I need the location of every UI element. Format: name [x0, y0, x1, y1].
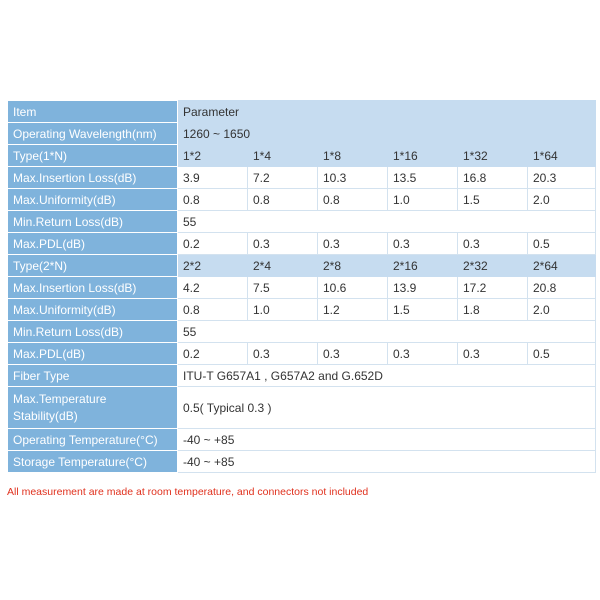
cell: 0.2: [178, 233, 248, 255]
spec-table: [7, 100, 596, 473]
temperature-stability-row: [8, 387, 596, 429]
row-label: Min.Return Loss(dB): [8, 211, 178, 233]
type-2n-row: [8, 255, 596, 277]
cell: 1.5: [388, 299, 458, 321]
cell: 2.0: [528, 189, 596, 211]
fiber-type-row: [8, 365, 596, 387]
cell: 0.3: [318, 233, 388, 255]
row-label: Max.Uniformity(dB): [8, 299, 178, 321]
row-label: Max.Temperature Stability(dB): [8, 387, 178, 429]
cell: 2*8: [318, 255, 388, 277]
measurement-note: All measurement are made at room temperature, and connectors not included: [7, 486, 369, 498]
operating-temperature-row: [8, 429, 596, 451]
insertion-loss-1-row: [8, 167, 596, 189]
cell: 0.8: [178, 189, 248, 211]
cell: 0.5: [528, 343, 596, 365]
item-header: Item: [8, 101, 178, 123]
cell: 0.8: [178, 299, 248, 321]
spec-table-container: [7, 100, 595, 473]
wavelength-row: [8, 123, 596, 145]
cell: 13.9: [388, 277, 458, 299]
row-label: Max.Uniformity(dB): [8, 189, 178, 211]
cell: 2*32: [458, 255, 528, 277]
cell: 10.6: [318, 277, 388, 299]
cell: 1*64: [528, 145, 596, 167]
row-label: Operating Temperature(°C): [8, 429, 178, 451]
cell: 0.5: [528, 233, 596, 255]
row-label: Min.Return Loss(dB): [8, 321, 178, 343]
cell: 13.5: [388, 167, 458, 189]
cell: 7.2: [248, 167, 318, 189]
cell: 0.3: [388, 343, 458, 365]
cell: 1*32: [458, 145, 528, 167]
cell: 0.3: [248, 233, 318, 255]
return-loss-2-row: [8, 321, 596, 343]
cell: 0.3: [248, 343, 318, 365]
pdl-2-row: [8, 343, 596, 365]
parameter-header: Parameter: [178, 101, 596, 123]
row-value: -40 ~ +85: [178, 451, 596, 473]
cell: 4.2: [178, 277, 248, 299]
row-label: Storage Temperature(°C): [8, 451, 178, 473]
type-1n-row: [8, 145, 596, 167]
row-value: 0.5( Typical 0.3 ): [178, 387, 596, 429]
cell: 1.2: [318, 299, 388, 321]
row-value: 1260 ~ 1650: [178, 123, 596, 145]
cell: 0.3: [388, 233, 458, 255]
cell: 1.8: [458, 299, 528, 321]
row-label: Type(1*N): [8, 145, 178, 167]
cell: 1.0: [248, 299, 318, 321]
row-label: Fiber Type: [8, 365, 178, 387]
row-value: 55: [178, 321, 596, 343]
row-label: Operating Wavelength(nm): [8, 123, 178, 145]
cell: 1*16: [388, 145, 458, 167]
insertion-loss-2-row: [8, 277, 596, 299]
cell: 0.8: [318, 189, 388, 211]
cell: 3.9: [178, 167, 248, 189]
storage-temperature-row: [8, 451, 596, 473]
cell: 0.3: [458, 233, 528, 255]
cell: 0.3: [458, 343, 528, 365]
cell: 20.3: [528, 167, 596, 189]
row-label: Max.PDL(dB): [8, 233, 178, 255]
return-loss-1-row: [8, 211, 596, 233]
uniformity-1-row: [8, 189, 596, 211]
cell: 2*4: [248, 255, 318, 277]
cell: 10.3: [318, 167, 388, 189]
cell: 7.5: [248, 277, 318, 299]
table-header-row: [8, 101, 596, 123]
cell: 2*64: [528, 255, 596, 277]
uniformity-2-row: [8, 299, 596, 321]
cell: 20.8: [528, 277, 596, 299]
cell: 1*8: [318, 145, 388, 167]
row-value: ITU-T G657A1 , G657A2 and G.652D: [178, 365, 596, 387]
cell: 1.0: [388, 189, 458, 211]
row-label: Max.Insertion Loss(dB): [8, 167, 178, 189]
cell: 1*2: [178, 145, 248, 167]
cell: 2*2: [178, 255, 248, 277]
cell: 0.3: [318, 343, 388, 365]
cell: 0.8: [248, 189, 318, 211]
row-value: 55: [178, 211, 596, 233]
pdl-1-row: [8, 233, 596, 255]
row-label: Max.Insertion Loss(dB): [8, 277, 178, 299]
cell: 16.8: [458, 167, 528, 189]
row-label: Type(2*N): [8, 255, 178, 277]
cell: 2*16: [388, 255, 458, 277]
cell: 0.2: [178, 343, 248, 365]
cell: 1*4: [248, 145, 318, 167]
cell: 17.2: [458, 277, 528, 299]
cell: 1.5: [458, 189, 528, 211]
row-value: -40 ~ +85: [178, 429, 596, 451]
cell: 2.0: [528, 299, 596, 321]
row-label: Max.PDL(dB): [8, 343, 178, 365]
